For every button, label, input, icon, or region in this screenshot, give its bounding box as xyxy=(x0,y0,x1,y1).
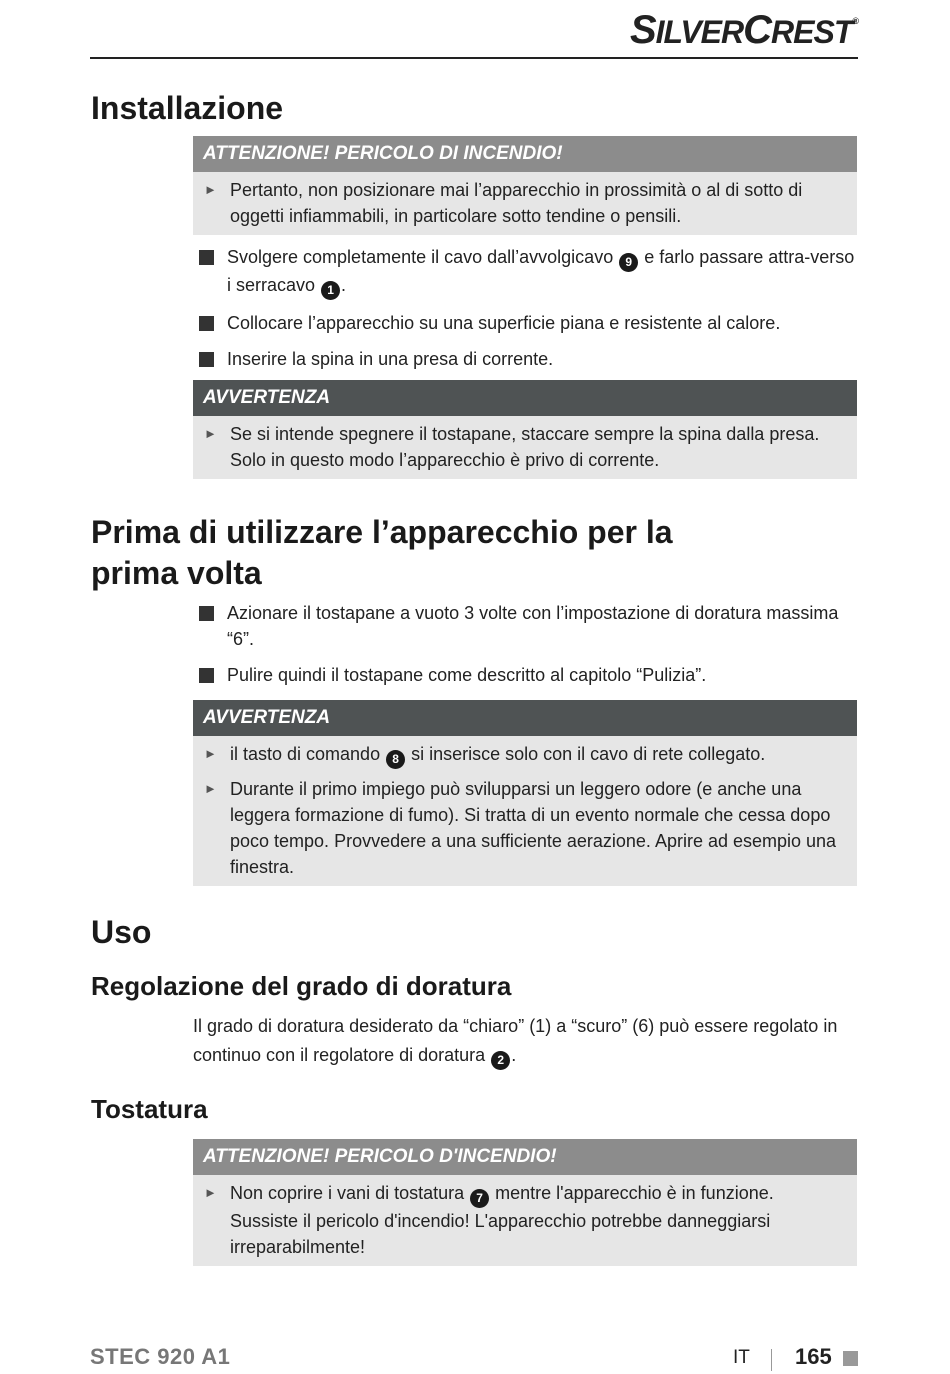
brand-logo: SILVERCREST® xyxy=(629,8,858,52)
list-item: Inserire la spina in una presa di corrente. xyxy=(199,346,857,372)
header-rule xyxy=(90,57,858,59)
warning-box-note xyxy=(193,380,857,479)
square-bullet-icon xyxy=(199,668,214,683)
list-item: Collocare l’apparecchio su una superficie piana e resistente al calore. xyxy=(199,310,857,336)
warning-item: ► Se si intende spegnere il tostapane, staccare sempre la spina dalla presa. Solo in questo modo l’apparecchio è privo di corrente. xyxy=(230,421,843,473)
warning-item: ► il tasto di comando 8 si inserisce solo con il cavo di rete collegato. xyxy=(230,741,843,769)
warning-item: ► Pertanto, non posizionare mai l’apparecchio in prossimità o al di sotto di oggetti infiammabili, in particolare sotto tendine o pensili. xyxy=(230,177,843,229)
callout-number-icon: 2 xyxy=(491,1051,510,1070)
section-title-uso: Uso xyxy=(91,914,152,950)
browning-paragraph: Il grado di doratura desiderato da “chiaro” (1) a “scuro” (6) può essere regolato in continuo con il regolatore di doratura 2 . xyxy=(193,1012,853,1070)
section-title-installazione: Installazione xyxy=(91,90,284,126)
list-item: Pulire quindi il tostapane come descritto al capitolo “Pulizia”. xyxy=(199,662,857,688)
triangle-arrow-icon: ► xyxy=(204,781,217,796)
list-item: Azionare il tostapane a vuoto 3 volte con l’impostazione di doratura massima “6”. xyxy=(199,600,857,652)
subsection-title-browning: Regolazione del grado di doratura xyxy=(91,971,512,1001)
triangle-arrow-icon: ► xyxy=(204,182,217,197)
square-bullet-icon xyxy=(199,316,214,331)
warning-item: ► Durante il primo impiego può svilupparsi un leggero odore (e anche una leggera formazione di fumo). Si tratta di un evento normale che cessa dopo poco tempo. Provvedere a una sufficiente aerazione. Aprire ad esempio una finestra. xyxy=(230,776,843,880)
subsection-title-tostatura: Tostatura xyxy=(91,1094,208,1124)
warning-box-toasting xyxy=(193,1139,857,1266)
callout-number-icon: 7 xyxy=(470,1189,489,1208)
warning-header: ATTENZIONE! PERICOLO D'INCENDIO! xyxy=(193,1139,857,1175)
square-bullet-icon xyxy=(199,352,214,367)
callout-number-icon: 9 xyxy=(619,253,638,272)
warning-box-first-use xyxy=(193,700,857,886)
warning-box-fire xyxy=(193,136,857,235)
first-use-steps xyxy=(199,600,857,698)
callout-number-icon: 8 xyxy=(386,750,405,769)
install-steps xyxy=(199,244,857,382)
page-number: 165 xyxy=(795,1344,832,1369)
warning-header: AVVERTENZA xyxy=(193,380,857,416)
callout-number-icon: 1 xyxy=(321,281,340,300)
warning-item: ► Non coprire i vani di tostatura 7 mentre l'apparecchio è in funzione. Sussiste il pericolo d'incendio! L'apparecchio potrebbe danneggiarsi irreparabilmente! xyxy=(230,1180,843,1260)
footer-separator xyxy=(771,1349,772,1371)
triangle-arrow-icon: ► xyxy=(204,1185,217,1200)
list-item: Svolgere completamente il cavo dall’avvolgicavo 9 e farlo passare attra-verso i serracavo 1 . xyxy=(199,244,857,300)
triangle-arrow-icon: ► xyxy=(204,426,217,441)
footer-language: IT xyxy=(733,1347,750,1368)
warning-header: ATTENZIONE! PERICOLO DI INCENDIO! xyxy=(193,136,857,172)
square-bullet-icon xyxy=(199,606,214,621)
warning-header: AVVERTENZA xyxy=(193,700,857,736)
footer-model: STEC 920 A1 xyxy=(90,1344,231,1369)
footer-square-icon xyxy=(843,1351,858,1366)
section-title-first-use: Prima di utilizzare l’apparecchio per la prima volta xyxy=(91,514,673,591)
triangle-arrow-icon: ► xyxy=(204,746,217,761)
square-bullet-icon xyxy=(199,250,214,265)
